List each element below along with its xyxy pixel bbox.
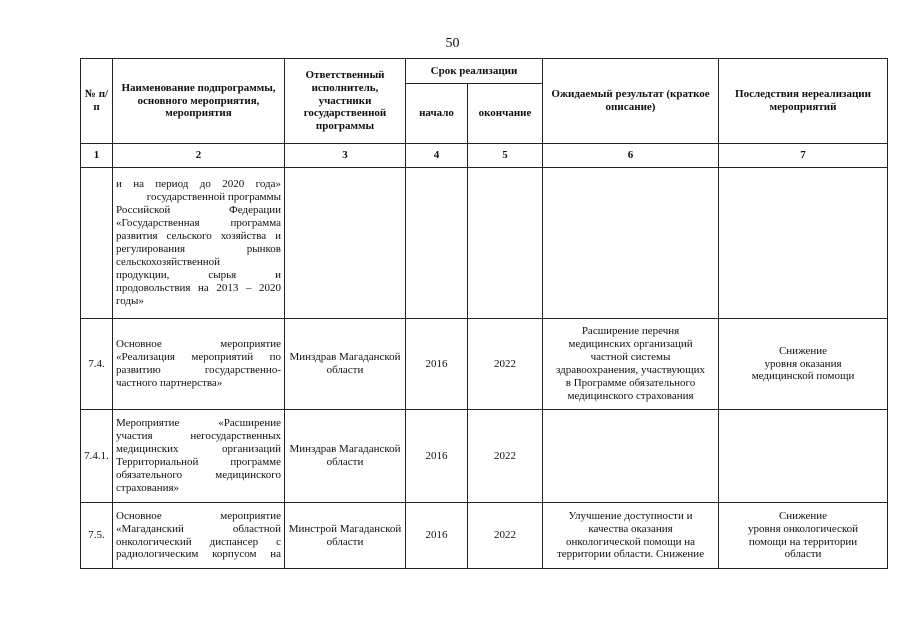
row-end: 2022 [468, 503, 543, 569]
column-number-row [81, 144, 888, 168]
column-number: 1 [81, 144, 113, 168]
table-row [81, 410, 888, 503]
row-start: 2016 [406, 319, 468, 410]
row-start: 2016 [406, 410, 468, 503]
table-row [81, 503, 888, 569]
column-number: 3 [285, 144, 406, 168]
header-executor: Ответственный исполнитель, участники государственной программы [285, 59, 406, 144]
row-executor: Минздрав Магаданской области [285, 319, 406, 410]
header-num: № п/п [81, 59, 113, 144]
table-row [81, 319, 888, 410]
header-consequences: Последствия нереализации мероприятий [719, 59, 888, 144]
row-result: Улучшение доступности и качества оказания онкологической помощи на территории области. Снижение [543, 503, 719, 569]
column-number: 5 [468, 144, 543, 168]
row-consequences [719, 410, 888, 503]
row-start [406, 168, 468, 319]
row-executor [285, 168, 406, 319]
column-number: 4 [406, 144, 468, 168]
header-period: Срок реализации [406, 59, 543, 84]
table-row [81, 168, 888, 319]
header-end: окончание [468, 84, 543, 144]
row-consequences [719, 168, 888, 319]
row-end: 2022 [468, 410, 543, 503]
row-result [543, 168, 719, 319]
header-start: начало [406, 84, 468, 144]
row-executor: Минздрав Магаданской области [285, 410, 406, 503]
row-executor: Минстрой Магаданской области [285, 503, 406, 569]
row-start: 2016 [406, 503, 468, 569]
row-name: Основное мероприятие «Магаданский областной онкологический диспансер с радиологическим корпусом на [113, 503, 285, 569]
row-consequences: Снижение уровня оказания медицинской помощи [719, 319, 888, 410]
header-name: Наименование подпрограммы, основного мероприятия, мероприятия [113, 59, 285, 144]
row-result [543, 410, 719, 503]
row-num: 7.5. [81, 503, 113, 569]
row-end: 2022 [468, 319, 543, 410]
page-number: 50 [445, 36, 460, 51]
plan-table [80, 58, 888, 569]
row-num [81, 168, 113, 319]
row-end [468, 168, 543, 319]
column-number: 7 [719, 144, 888, 168]
row-num: 7.4. [81, 319, 113, 410]
row-name: Основное мероприятие «Реализация мероприятий по развитию государственно- частного партнерства» [113, 319, 285, 410]
row-num: 7.4.1. [81, 410, 113, 503]
row-consequences: Снижение уровня онкологической помощи на территории области [719, 503, 888, 569]
row-name: и на период до 2020 года» государственной программы Российской Федерации «Государственная программа развития сельского хозяйства и регулирования рынков сельскохозяйственной продукции, сырья и продовольствия на 2013 – 2020 годы» [113, 168, 285, 319]
column-number: 2 [113, 144, 285, 168]
row-name: Мероприятие «Расширение участия негосударственных медицинских организаций Территориальной программе обязательного медицинского страхования» [113, 410, 285, 503]
column-number: 6 [543, 144, 719, 168]
row-result: Расширение перечня медицинских организаций частной системы здравоохранения, участвующих в Программе обязательного медицинского страхования [543, 319, 719, 410]
header-result: Ожидаемый результат (краткое описание) [543, 59, 719, 144]
